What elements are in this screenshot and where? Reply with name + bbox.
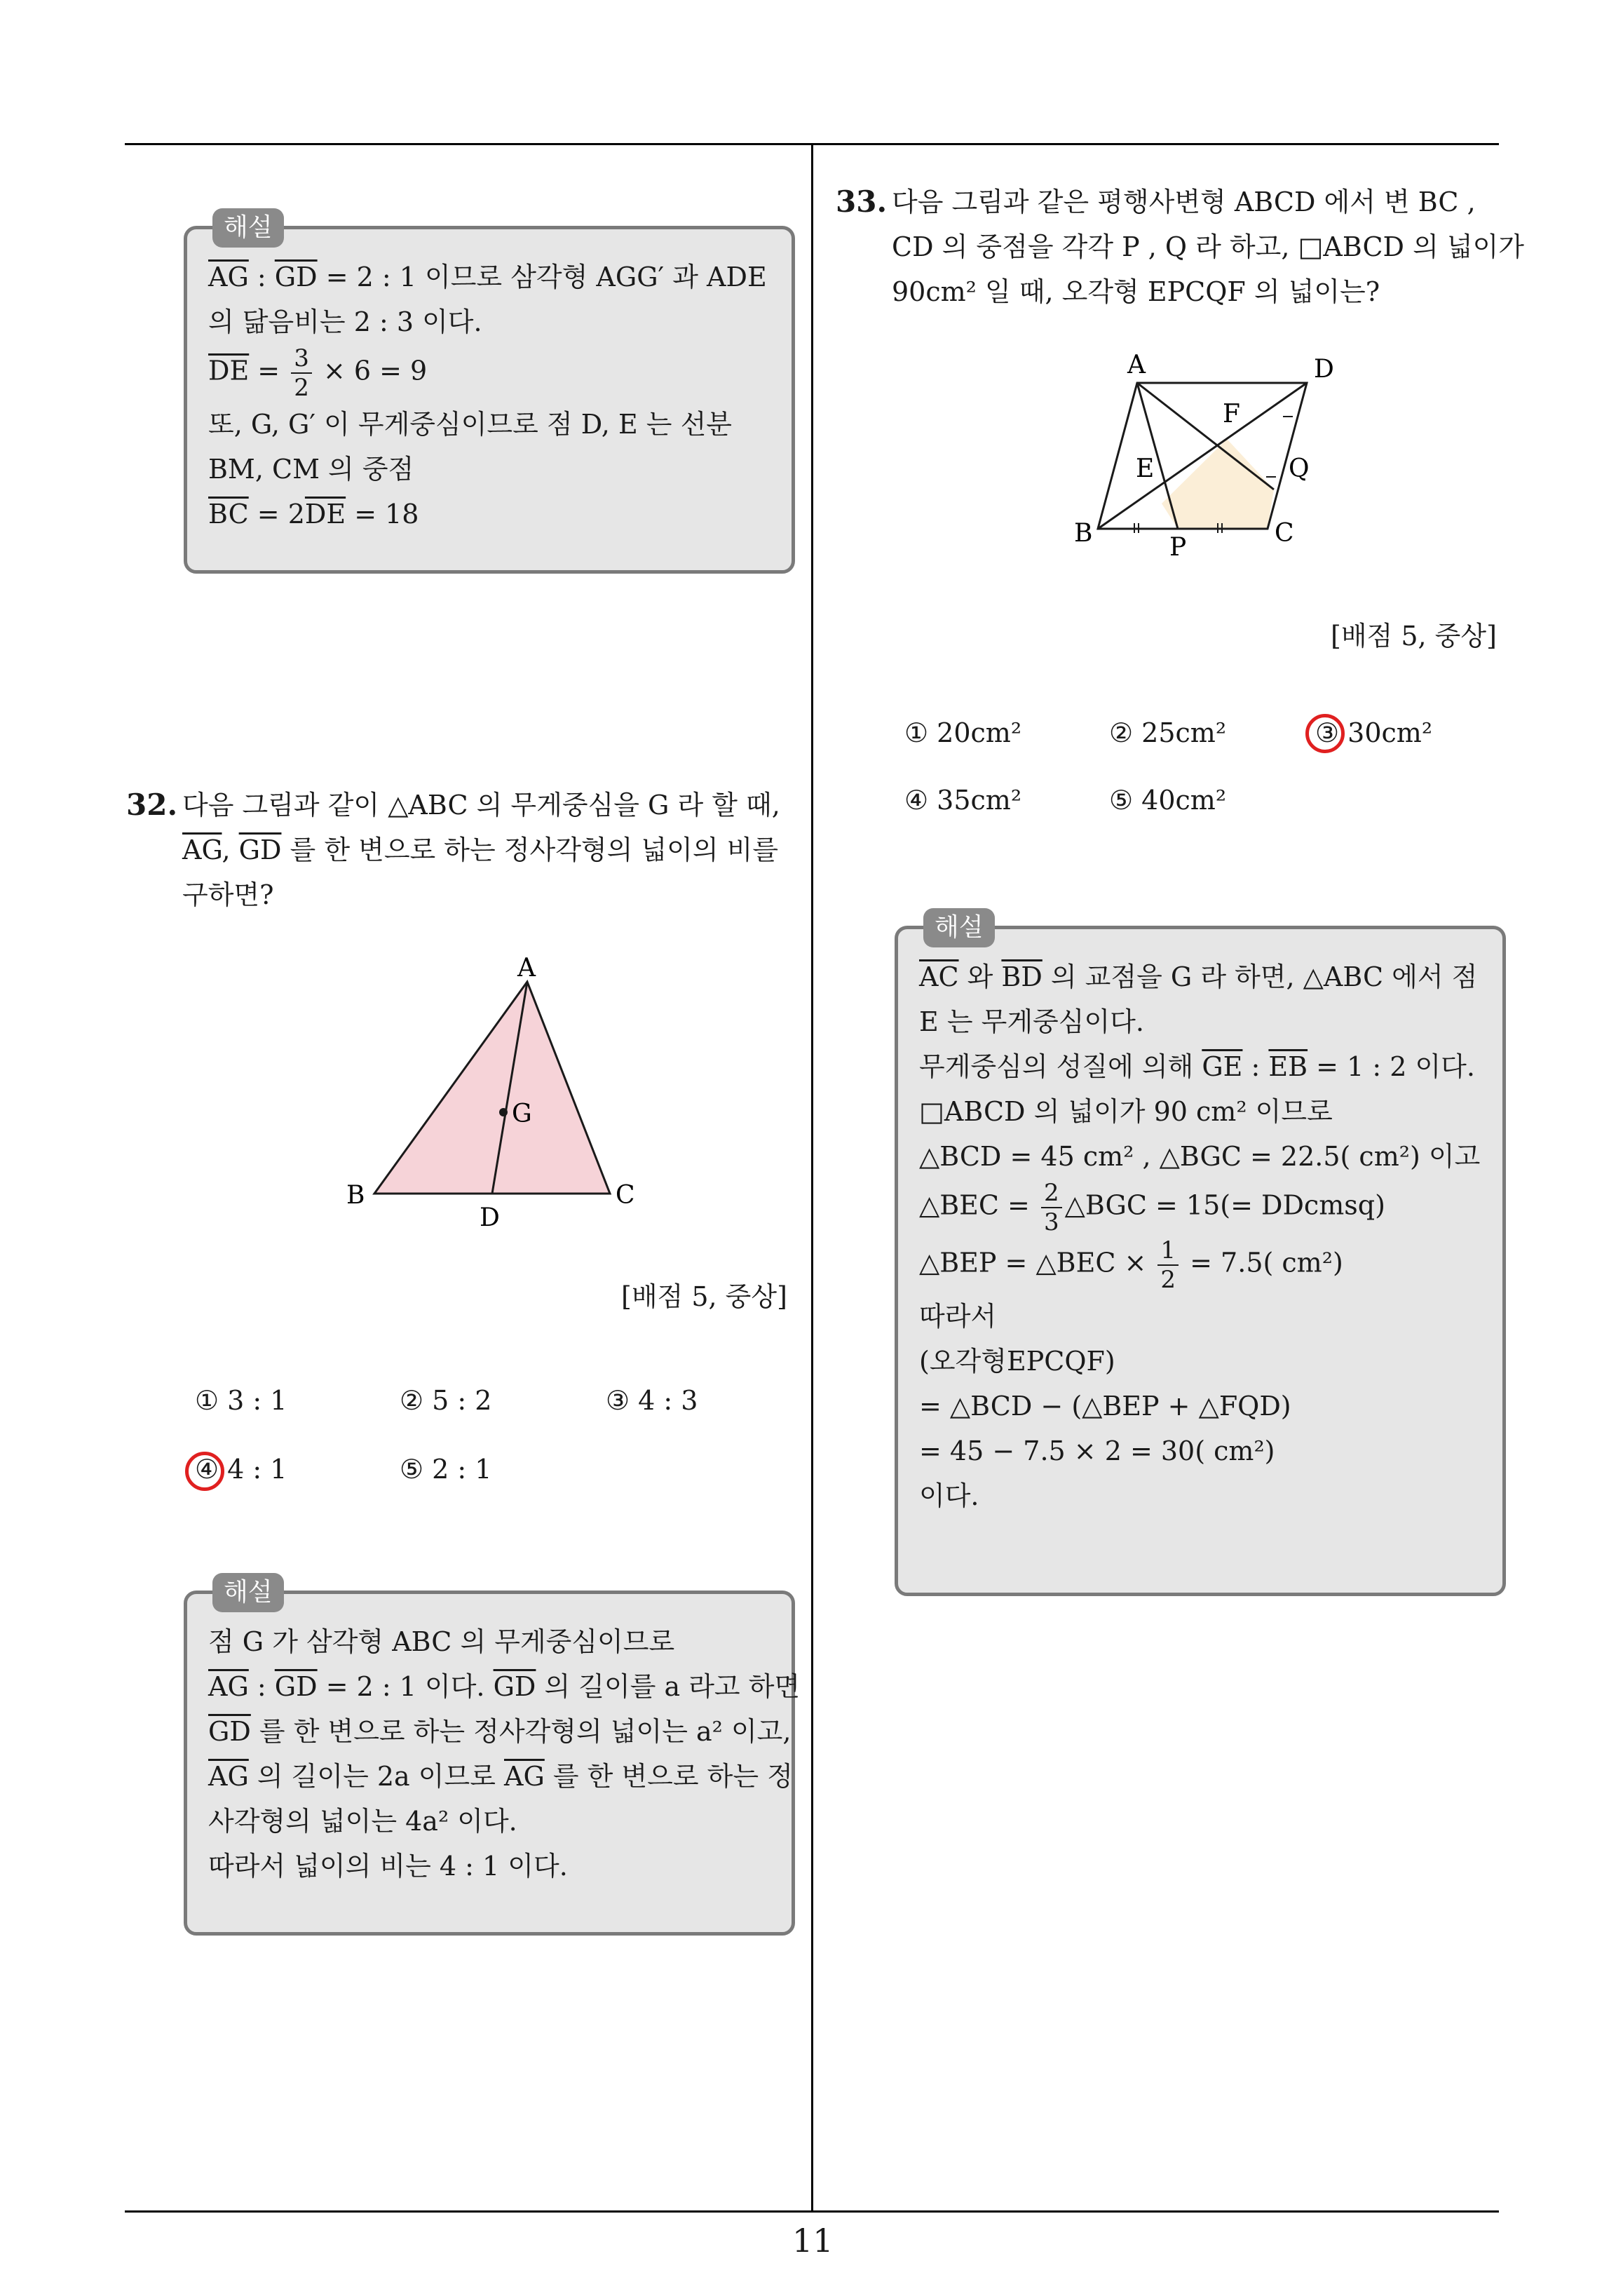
text-line <box>919 1294 1481 1339</box>
text-line <box>919 999 1481 1044</box>
triangle-abc <box>374 982 610 1194</box>
text-line <box>182 872 799 917</box>
solution-label: 해설 <box>212 1573 284 1612</box>
label-a: A <box>517 954 536 982</box>
option-33-5[interactable]: ⑤ 40cm² <box>1109 785 1227 816</box>
text-line <box>919 1044 1481 1089</box>
text-run: 를 한 변으로 하는 정 <box>544 1761 793 1792</box>
text-run: (오각형EPCQF) <box>919 1346 1115 1377</box>
text-run: △BGC = 15(= DDcmsq) <box>1064 1189 1385 1221</box>
question-32 <box>126 783 799 917</box>
question-32-text <box>182 783 799 917</box>
segment-label: $\overline{GD}$ <box>274 262 318 292</box>
text-line <box>182 783 799 828</box>
text-line <box>919 954 1481 999</box>
text-line <box>208 1844 770 1889</box>
option-32-3[interactable]: ③ 4 : 3 <box>606 1385 698 1416</box>
text-line <box>892 224 1525 269</box>
text-line <box>208 402 770 447</box>
pentagon-epcqf <box>1162 439 1274 529</box>
text-run: 구하면? <box>182 879 274 910</box>
text-line <box>208 299 770 344</box>
segment-label: $\overline{GD}$ <box>208 1716 251 1747</box>
answer-mark-32 <box>185 1452 224 1491</box>
text-run: 또, G, G′ 이 무게중심이므로 점 D, E 는 선분 <box>208 409 732 440</box>
text-line <box>208 447 770 492</box>
text-run: = 18 <box>346 499 419 529</box>
fraction-numerator: 1 <box>1157 1236 1179 1266</box>
segment-label: $\overline{AC}$ <box>919 961 959 992</box>
option-33-4[interactable]: ④ 35cm² <box>904 785 1022 816</box>
text-run: △BEC = <box>919 1189 1038 1221</box>
fraction-denominator: 2 <box>1160 1266 1176 1294</box>
solution-label: 해설 <box>212 208 284 248</box>
fraction-denominator: 2 <box>294 374 309 402</box>
text-run: = 1 : 2 이다. <box>1308 1051 1475 1082</box>
label-c: C <box>1275 519 1294 548</box>
label-d: D <box>1314 355 1334 384</box>
text-line <box>208 1799 770 1844</box>
label-f: F <box>1223 400 1240 428</box>
text-line <box>208 255 770 299</box>
segment-label: $\overline{AG}$ <box>208 1761 249 1792</box>
text-line <box>919 1384 1481 1429</box>
segment-label: $\overline{GE}$ <box>1202 1051 1243 1082</box>
option-32-1[interactable]: ① 3 : 1 <box>195 1385 287 1416</box>
segment-label: $\overline{GD}$ <box>274 1671 318 1702</box>
segment-label: $\overline{AG}$ <box>208 1671 249 1702</box>
text-line <box>208 1709 792 1754</box>
text-run: △BCD = 45 cm² , △BGC = 22.5( cm²) 이고 <box>919 1141 1481 1172</box>
text-run: 무게중심의 성질에 의해 <box>919 1051 1202 1082</box>
text-run: 와 <box>958 961 1002 992</box>
text-run: △BEP = △BEC × <box>919 1247 1155 1278</box>
segment-label: $\overline{GD}$ <box>238 835 282 865</box>
text-run: E 는 무게중심이다. <box>919 1006 1144 1037</box>
text-run: 의 닮음비는 2 : 3 이다. <box>208 306 482 337</box>
page-number: 11 <box>792 2222 834 2260</box>
text-run: 90cm² 일 때, 오각형 EPCQF 의 넓이는? <box>892 276 1380 307</box>
text-run: 를 한 변으로 하는 정사각형의 넓이의 비를 <box>281 835 779 865</box>
label-d: D <box>480 1203 500 1232</box>
text-run: 의 길이는 2a 이므로 <box>248 1761 504 1792</box>
text-line <box>919 1134 1481 1179</box>
text-run: 이다. <box>919 1480 979 1511</box>
text-run: = 45 − 7.5 × 2 = 30( cm²) <box>919 1436 1275 1466</box>
centroid-g <box>499 1108 508 1116</box>
parallelogram-figure <box>1060 344 1354 568</box>
text-run: CD 의 중점을 각각 P , Q 라 하고, □ABCD 의 넓이가 <box>892 231 1525 262</box>
text-line <box>892 269 1509 314</box>
text-run: = 2 : 1 이다. <box>317 1671 494 1702</box>
text-line <box>182 828 799 872</box>
points-33: [배점 5, 중상] <box>1331 621 1497 651</box>
text-run: 의 길이를 a 라고 하면 <box>536 1671 801 1702</box>
option-32-4[interactable]: ④ 4 : 1 <box>195 1454 287 1485</box>
text-run: 따라서 넓이의 비는 4 : 1 이다. <box>208 1851 568 1882</box>
text-run: × 6 = 9 <box>314 355 428 386</box>
segment-label: $\overline{AG}$ <box>182 835 222 865</box>
solution-box-32 <box>184 1578 801 1936</box>
text-run: BM, CM 의 중점 <box>208 454 414 485</box>
bottom-rule <box>125 2210 1499 2213</box>
text-run: = 2 <box>248 499 305 529</box>
text-run: : <box>1242 1051 1269 1082</box>
option-33-2[interactable]: ② 25cm² <box>1109 717 1227 748</box>
label-p: P <box>1169 533 1187 562</box>
text-run: 를 한 변으로 하는 정사각형의 넓이는 a² 이고, <box>250 1716 792 1747</box>
text-line <box>919 1236 1481 1294</box>
text-line <box>919 1179 1481 1236</box>
text-run: = 2 : 1 이므로 삼각형 AGG′ 과 ADE <box>317 262 767 292</box>
label-b: B <box>346 1181 365 1210</box>
label-q: Q <box>1289 454 1310 483</box>
text-line <box>919 1089 1481 1134</box>
text-line <box>208 492 770 536</box>
question-number: 32. <box>126 788 178 822</box>
option-32-2[interactable]: ② 5 : 2 <box>400 1385 492 1416</box>
fraction-numerator: 3 <box>291 344 312 374</box>
segment-label: $\overline{DE}$ <box>208 355 250 386</box>
fraction <box>291 344 312 402</box>
fraction-numerator: 2 <box>1041 1179 1062 1208</box>
option-33-1[interactable]: ① 20cm² <box>904 717 1022 748</box>
text-run: , <box>222 835 239 865</box>
text-run: 의 교점을 G 라 하면, △ABC 에서 점 <box>1042 961 1478 992</box>
text-run: 다음 그림과 같이 △ABC 의 무게중심을 G 라 할 때, <box>182 790 780 821</box>
solution-box-31 <box>184 213 795 574</box>
segment-label: $\overline{AG}$ <box>208 262 249 292</box>
fraction-denominator: 3 <box>1043 1208 1059 1236</box>
text-line <box>208 1619 770 1664</box>
question-number: 33. <box>836 184 888 219</box>
text-line <box>892 180 1509 224</box>
text-run: = <box>249 355 289 386</box>
points-32: [배점 5, 중상] <box>621 1281 787 1312</box>
text-line <box>208 1664 801 1709</box>
solution-32-text <box>208 1619 801 1889</box>
option-33-3[interactable]: ③ 30cm² <box>1315 717 1433 748</box>
segment-label: $\overline{GD}$ <box>493 1671 536 1702</box>
label-g: G <box>512 1100 532 1128</box>
segment-label: $\overline{BD}$ <box>1001 961 1043 992</box>
segment-label: $\overline{BC}$ <box>208 499 249 529</box>
text-run: 따라서 <box>919 1301 997 1332</box>
segment-label: $\overline{DE}$ <box>304 499 346 529</box>
text-line <box>208 344 770 402</box>
text-line <box>919 1473 1481 1518</box>
text-line <box>919 1429 1481 1473</box>
text-run: □ABCD 의 넓이가 90 cm² 이므로 <box>919 1096 1333 1127</box>
triangle-figure <box>337 954 729 1234</box>
label-e: E <box>1136 454 1155 483</box>
segment-label: $\overline{AG}$ <box>504 1761 545 1792</box>
fraction <box>1041 1179 1062 1236</box>
text-run: 점 G 가 삼각형 ABC 의 무게중심이므로 <box>208 1626 675 1657</box>
answer-mark-33 <box>1305 714 1345 753</box>
text-line <box>208 1754 793 1799</box>
text-run: = △BCD − (△BEP + △FQD) <box>919 1391 1291 1422</box>
label-c: C <box>616 1181 635 1210</box>
fraction <box>1157 1236 1179 1294</box>
text-run: = 7.5( cm²) <box>1181 1247 1343 1278</box>
solution-label: 해설 <box>923 908 995 947</box>
text-run: : <box>248 262 275 292</box>
segment-label: $\overline{EB}$ <box>1268 1051 1308 1082</box>
solution-31-text <box>208 255 770 536</box>
question-33-text <box>892 180 1525 314</box>
column-divider <box>811 143 813 2212</box>
text-run: : <box>248 1671 275 1702</box>
option-32-5[interactable]: ⑤ 2 : 1 <box>400 1454 492 1485</box>
solution-33-text <box>919 954 1481 1518</box>
text-run: 사각형의 넓이는 4a² 이다. <box>208 1806 517 1837</box>
text-run: 다음 그림과 같은 평행사변형 ABCD 에서 변 BC , <box>892 187 1476 217</box>
solution-box-33 <box>895 913 1506 1596</box>
text-line <box>919 1339 1481 1384</box>
label-a: A <box>1127 351 1146 379</box>
label-b: B <box>1074 519 1093 548</box>
question-33 <box>836 180 1525 314</box>
